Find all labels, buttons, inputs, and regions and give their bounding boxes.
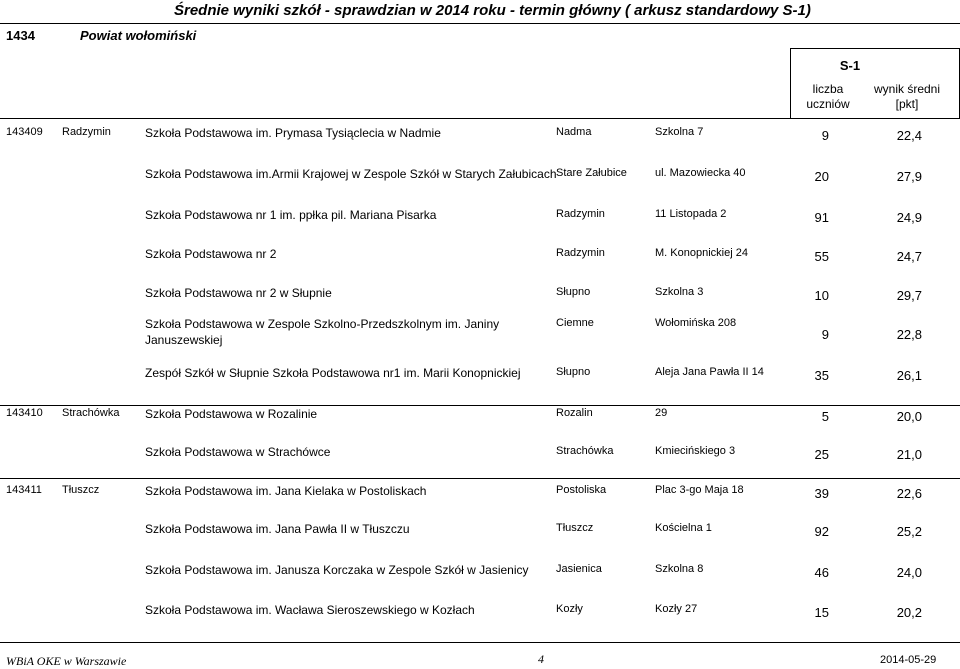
school-name: Szkoła Podstawowa im. Janusza Korczaka w Zespole Szkół w Jasienicy [145,563,529,577]
gmina-code: 143409 [6,126,43,138]
student-count: 5 [821,409,829,424]
school-street: Szkolna 7 [655,126,704,138]
school-name: Szkoła Podstawowa nr 2 [145,247,277,261]
school-city: Jasienica [556,563,602,575]
school-street: 29 [655,407,668,419]
school-street: M. Konopnickiej 24 [655,247,748,259]
school-street: ul. Mazowiecka 40 [655,167,746,179]
school-name: Szkoła Podstawowa nr 2 w Słupnie [145,286,332,300]
school-street: Kościelna 1 [655,522,712,534]
school-city: Stare Załubice [556,167,627,179]
school-name: Szkoła Podstawowa w Rozalinie [145,407,318,421]
school-city: Kozły [556,603,583,615]
student-count: 15 [814,605,829,620]
student-count: 10 [814,288,829,303]
school-name: Szkoła Podstawowa im.Armii Krajowej w Zespole Szkół w Starych Załubicach [145,167,557,181]
school-name: Szkoła Podstawowa im. Jana Pawła II w Tłuszczu [145,522,410,536]
report-title: Średnie wyniki szkół - sprawdzian w 2014 roku - termin główny ( arkusz standardowy S-1) [174,2,811,19]
school-city: Słupno [556,366,591,378]
school-name: Szkoła Podstawowa w Zespole Szkolno-Przedszkolnym im. Janiny [145,317,500,331]
school-city: Tłuszcz [556,522,594,534]
average-score: 27,9 [896,169,922,184]
school-street: 11 Listopada 2 [655,208,727,220]
average-score: 22,4 [896,128,922,143]
footer-rule [0,642,960,643]
student-count: 46 [814,565,829,580]
school-name-line2: Januszewskiej [145,333,223,347]
school-city: Ciemne [556,317,594,329]
school-name: Zespół Szkół w Słupnie Szkoła Podstawowa nr1 im. Marii Konopnickiej [145,366,521,380]
footer-date: 2014-05-29 [880,654,937,666]
average-score: 24,9 [896,210,922,225]
school-name: Szkoła Podstawowa im. Prymasa Tysiąclecia w Nadmie [145,126,441,140]
school-city: Strachówka [556,445,614,457]
gmina-separator [0,478,960,479]
average-score: 25,2 [896,524,922,539]
average-score: 20,0 [896,409,922,424]
average-score: 29,7 [896,288,922,303]
gmina-code: 143410 [6,407,43,419]
school-city: Postoliska [556,484,607,496]
student-count: 9 [821,327,829,342]
header-top-rule [790,48,960,49]
student-count: 9 [821,128,829,143]
school-name: Szkoła Podstawowa w Strachówce [145,445,331,459]
student-count: 25 [814,447,829,462]
student-count: 91 [814,210,829,225]
school-street: Kozły 27 [655,603,698,615]
school-street: Kmiecińskiego 3 [655,445,736,457]
school-name: Szkoła Podstawowa im. Wacława Sieroszewskiego w Kozłach [145,603,475,617]
student-count: 55 [814,249,829,264]
student-count: 20 [814,169,829,184]
school-city: Radzymin [556,247,605,259]
school-street: Wołomińska 208 [655,317,737,329]
school-name: Szkoła Podstawowa im. Jana Kielaka w Postoliskach [145,484,427,498]
school-name: Szkoła Podstawowa nr 1 im. ppłka pil. Mariana Pisarka [145,208,437,222]
average-score: 26,1 [896,368,922,383]
school-street: Aleja Jana Pawła II 14 [655,366,764,378]
gmina-name: Strachówka [62,407,120,419]
school-city: Słupno [556,286,591,298]
average-score: 24,7 [896,249,922,264]
average-score: 21,0 [896,447,922,462]
average-score: 22,6 [896,486,922,501]
header-bottom-rule [0,118,960,119]
count-header: liczba uczniów [806,82,850,111]
page-number: 4 [538,652,544,666]
score-header: wynik średni [pkt] [873,82,941,111]
school-city: Nadma [556,126,592,138]
school-street: Szkolna 8 [655,563,704,575]
gmina-separator [0,405,960,406]
average-score: 20,2 [896,605,922,620]
powiat-code: 1434 [6,28,35,43]
average-score: 22,8 [896,327,922,342]
gmina-code: 143411 [6,484,42,496]
school-street: Plac 3-go Maja 18 [655,484,744,496]
s1-group-header: S-1 [839,58,861,73]
student-count: 92 [814,524,829,539]
student-count: 39 [814,486,829,501]
footer-source: WBiA OKE w Warszawie [6,654,127,668]
powiat-name: Powiat wołomiński [80,28,197,43]
student-count: 35 [814,368,829,383]
title-rule [0,23,960,24]
school-city: Rozalin [556,407,593,419]
school-city: Radzymin [556,208,605,220]
gmina-name: Tłuszcz [62,484,100,496]
gmina-name: Radzymin [62,126,111,138]
average-score: 24,0 [896,565,922,580]
school-street: Szkolna 3 [655,286,704,298]
